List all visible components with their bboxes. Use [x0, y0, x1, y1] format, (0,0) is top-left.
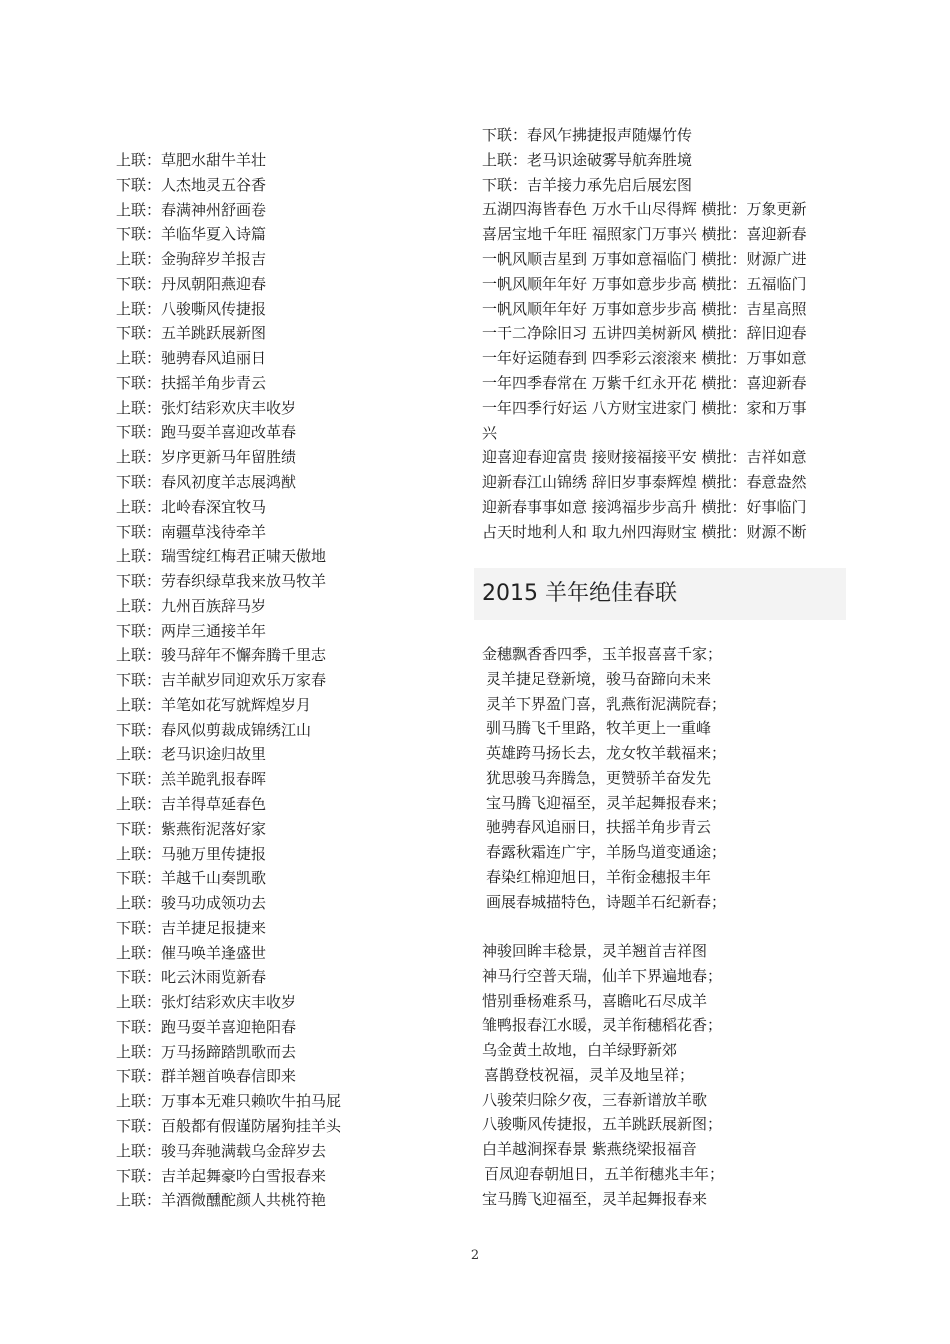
text-line: 上联：北岭春深宜牧马 — [116, 497, 267, 516]
text-line: 上联：骏马功成领功去 — [116, 894, 267, 913]
text-line: 下联：南疆草浅待牵羊 — [116, 522, 267, 541]
text-line: 一帆风顺年年好 万事如意步步高 横批：五福临门 — [482, 274, 807, 293]
text-line: 下联：两岸三通接羊年 — [116, 621, 267, 640]
text-line: 上联：张灯结彩欢庆丰收岁 — [116, 398, 297, 417]
text-line: 金穗飘香香四季，玉羊报喜喜千家； — [482, 645, 723, 663]
text-line: 灵羊下界盈门喜，乳燕衔泥满院春； — [486, 694, 727, 713]
text-line: 八骏荣归除夕夜，三春新谱放羊歌 — [482, 1090, 708, 1109]
text-line: 一帆风顺吉星到 万事如意福临门 横批：财源广进 — [482, 250, 807, 268]
section-heading-box — [474, 568, 846, 620]
text-line: 英雄跨马扬长去，龙女牧羊载福来； — [486, 744, 727, 762]
text-line: 八骏嘶风传捷报，五羊跳跃展新图； — [482, 1115, 723, 1134]
text-line: 下联：吉羊起舞豪吟白雪报春来 — [116, 1166, 327, 1185]
text-line: 下联：劳春织绿草我来放马牧羊 — [116, 572, 327, 591]
text-line: 乌金黄土故地，白羊绿野新郊 — [482, 1041, 678, 1059]
text-line: 上联：春满神州舒画卷 — [116, 200, 267, 219]
text-line: 五湖四海皆春色 万水千山尽得辉 横批：万象更新 — [482, 200, 807, 219]
text-line: 神骏回眸丰稔景，灵羊翘首吉祥图 — [482, 942, 708, 960]
text-line: 上联：老马识途破雾导航奔胜境 — [482, 150, 693, 169]
text-line: 下联：羔羊跪乳报春晖 — [116, 770, 267, 789]
text-line: 下联：吉羊捷足报捷来 — [116, 918, 267, 937]
text-line: 春染红棉迎旭日，羊衔金穗报丰年 — [486, 867, 712, 886]
text-line: 下联：人杰地灵五谷香 — [116, 175, 267, 194]
text-line: 迎新春江山锦绣 辞旧岁事泰辉煌 横批：春意盎然 — [482, 473, 807, 492]
text-line: 上联：马驰万里传捷报 — [116, 844, 267, 863]
text-line: 下联：紫燕衔泥落好家 — [116, 819, 267, 838]
text-line: 下联：跑马耍羊喜迎艳阳春 — [116, 1017, 297, 1036]
text-line: 喜鹊登枝祝福，灵羊及地呈祥； — [484, 1065, 695, 1084]
text-line: 一年四季行好运 八方财宝进家门 横批：家和万事 — [482, 398, 807, 417]
text-line: 上联：岁序更新马年留胜绩 — [116, 448, 297, 467]
text-line: 宝马腾飞迎福至，灵羊起舞报春来 — [482, 1189, 708, 1208]
text-line: 一年四季春常在 万紫千红永开花 横批：喜迎新春 — [482, 374, 807, 392]
text-line: 上联：八骏嘶风传捷报 — [116, 299, 267, 318]
text-line: 驰骋春风追丽日，扶摇羊角步青云 — [486, 818, 712, 837]
text-line: 一年好运随春到 四季彩云滚滚来 横批：万事如意 — [482, 349, 807, 368]
text-line: 春露秋霜连广宇，羊肠鸟道变通途； — [486, 843, 727, 861]
text-line: 宝马腾飞迎福至，灵羊起舞报春来； — [486, 793, 727, 812]
text-line: 上联：九州百族辞马岁 — [116, 596, 267, 615]
text-line: 下联：吉羊献岁同迎欢乐万家春 — [116, 671, 327, 690]
text-line: 上联：金驹辞岁羊报吉 — [116, 250, 267, 269]
text-line: 上联：骏马奔驰满载乌金辞岁去 — [116, 1141, 327, 1160]
text-line: 上联：草肥水甜牛羊壮 — [116, 151, 267, 169]
text-line: 一帆风顺年年好 万事如意步步高 横批：吉星高照 — [482, 299, 807, 318]
text-line: 下联：吉羊接力承先启后展宏图 — [482, 175, 693, 194]
text-line: 百凤迎春朝旭日，五羊衔穗兆丰年； — [484, 1164, 725, 1183]
text-line: 下联：群羊翘首唤春信即来 — [116, 1067, 297, 1086]
text-line: 迎喜迎春迎富贵 接财接福接平安 横批：吉祥如意 — [482, 448, 807, 467]
page-number: 2 — [470, 1248, 480, 1263]
text-line: 白羊越涧探春景 紫燕绕梁报福音 — [482, 1140, 697, 1158]
text-line: 画展春城描特色，诗题羊石纪新春； — [486, 892, 727, 911]
text-line: 下联：羊越千山奏凯歌 — [116, 869, 267, 888]
text-line: 上联：羊笔如花写就辉煌岁月 — [116, 695, 312, 714]
text-line: 惜别垂杨难系马，喜瞻叱石尽成羊 — [482, 991, 708, 1010]
text-line: 上联：催马唤羊逢盛世 — [116, 943, 267, 962]
text-line: 下联：春风似剪裁成锦绣江山 — [116, 720, 312, 739]
text-line: 上联：羊酒微醺酡颜人共桃符艳 — [116, 1191, 327, 1210]
text-line: 上联：驰骋春风追丽日 — [116, 349, 267, 368]
text-line: 下联：春风初度羊志展鸿猷 — [116, 473, 297, 491]
text-line: 下联：五羊跳跃展新图 — [116, 324, 267, 343]
text-line: 下联：跑马耍羊喜迎改革春 — [116, 423, 297, 442]
text-line: 兴 — [482, 423, 498, 442]
text-line: 犹思骏马奔腾急，更赞骄羊奋发先 — [486, 768, 712, 787]
text-line: 上联：张灯结彩欢庆丰收岁 — [116, 993, 297, 1012]
text-line: 上联：吉羊得草延春色 — [116, 795, 267, 814]
text-line: 神马行空普天瑞，仙羊下界遍地春； — [482, 966, 723, 985]
text-line: 上联：万马扬蹄踏凯歌而去 — [116, 1042, 297, 1061]
text-line: 雏鸭报春江水暖，灵羊衔穗稻花香； — [482, 1016, 723, 1035]
text-line: 下联：百般都有假谨防屠狗挂羊头 — [116, 1117, 342, 1136]
text-line: 上联：瑞雪绽红梅君正啸天傲地 — [116, 547, 327, 566]
text-line: 下联：春风乍拂捷报声随爆竹传 — [482, 126, 693, 144]
text-line: 上联：骏马辞年不懈奔腾千里志 — [116, 646, 327, 665]
text-line: 下联：叱云沐雨览新春 — [116, 968, 267, 987]
text-line: 下联：扶摇羊角步青云 — [116, 373, 267, 392]
text-line: 下联：丹凤朝阳燕迎春 — [116, 274, 267, 293]
text-line: 下联：羊临华夏入诗篇 — [116, 225, 267, 244]
text-line: 上联：老马识途归故里 — [116, 745, 267, 764]
text-line: 灵羊捷足登新境，骏马奋蹄向未来 — [486, 669, 712, 688]
text-line: 上联：万事本无难只赖吹牛拍马屁 — [116, 1092, 342, 1111]
text-line: 迎新春事事如意 接鸿福步步高升 横批：好事临门 — [482, 498, 807, 516]
text-line: 一干二净除旧习 五讲四美树新风 横批：辞旧迎春 — [482, 324, 807, 343]
text-line: 驯马腾飞千里路，牧羊更上一重峰 — [486, 719, 712, 738]
section-heading: 2015 羊年绝佳春联 — [482, 581, 677, 606]
text-line: 喜居宝地千年旺 福照家门万事兴 横批：喜迎新春 — [482, 225, 807, 244]
text-line: 占天时地利人和 取九州四海财宝 横批：财源不断 — [482, 522, 807, 541]
